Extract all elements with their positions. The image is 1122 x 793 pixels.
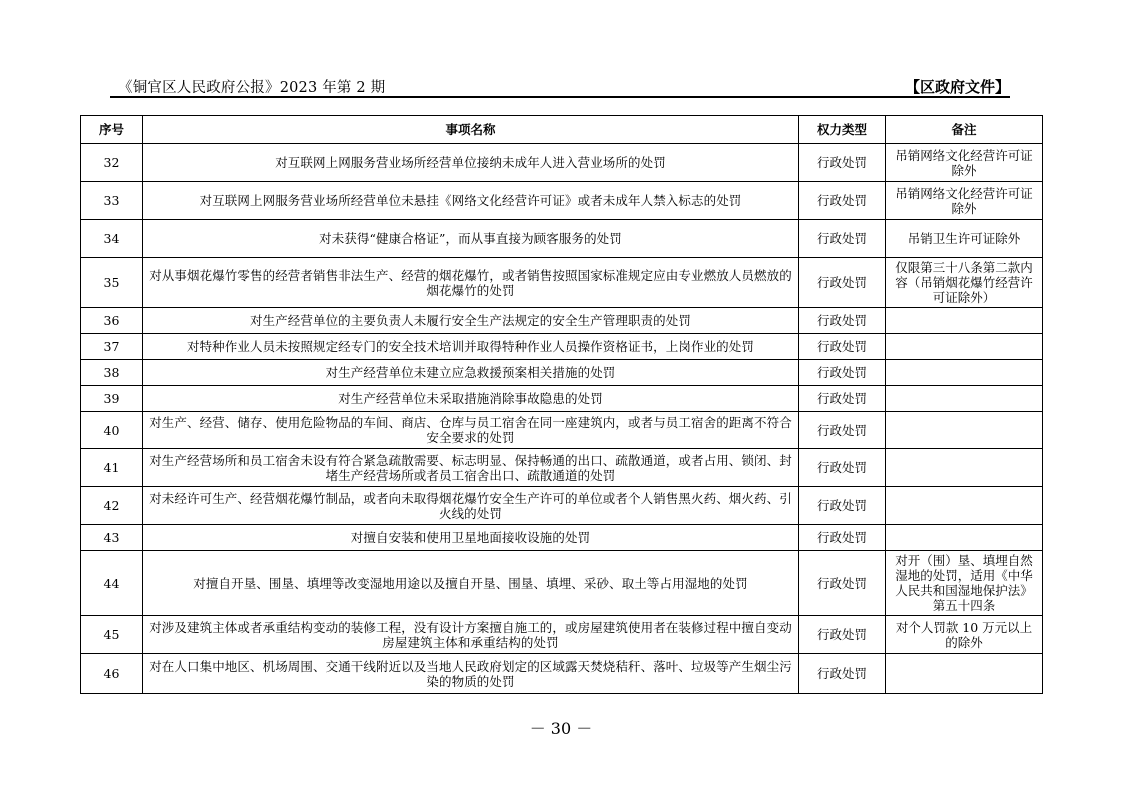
row-power-type: 行政处罚: [799, 487, 886, 525]
document-header: [110, 74, 1010, 98]
table-row: [81, 360, 1043, 386]
table-row: [81, 386, 1043, 412]
row-power-type: 行政处罚: [799, 616, 886, 654]
row-remarks: 仅限第三十八条第二款内容（吊销烟花爆竹经营许可证除外）: [886, 258, 1043, 308]
row-remarks: 吊销卫生许可证除外: [886, 220, 1043, 258]
row-number: 39: [81, 386, 143, 412]
row-remarks: 对个人罚款 10 万元以上的除外: [886, 616, 1043, 654]
column-header-item-name: 事项名称: [143, 116, 799, 144]
row-power-type: 行政处罚: [799, 334, 886, 360]
row-remarks: [886, 487, 1043, 525]
row-item-name: 对擅自开垦、围垦、填埋等改变湿地用途以及擅自开垦、围垦、填埋、采砂、取土等占用湿地的处罚: [143, 551, 799, 616]
table-row: [81, 308, 1043, 334]
row-remarks: [886, 449, 1043, 487]
row-remarks: [886, 386, 1043, 412]
row-item-name: 对在人口集中地区、机场周围、交通干线附近以及当地人民政府划定的区域露天焚烧秸秆、落叶、垃圾等产生烟尘污染的物质的处罚: [143, 654, 799, 694]
row-number: 44: [81, 551, 143, 616]
row-number: 32: [81, 144, 143, 182]
header-section-label: 【区政府文件】: [904, 78, 1010, 96]
table-row: [81, 616, 1043, 654]
row-remarks: 吊销网络文化经营许可证除外: [886, 144, 1043, 182]
table-row: [81, 449, 1043, 487]
row-power-type: 行政处罚: [799, 525, 886, 551]
row-item-name: 对互联网上网服务营业场所经营单位接纳未成年人进入营业场所的处罚: [143, 144, 799, 182]
row-power-type: 行政处罚: [799, 258, 886, 308]
column-header-number: 序号: [81, 116, 143, 144]
row-number: 41: [81, 449, 143, 487]
row-power-type: 行政处罚: [799, 449, 886, 487]
row-item-name: 对从事烟花爆竹零售的经营者销售非法生产、经营的烟花爆竹，或者销售按照国家标准规定应由专业燃放人员燃放的烟花爆竹的处罚: [143, 258, 799, 308]
header-publication-title: 《铜官区人民政府公报》2023 年第 2 期: [118, 80, 386, 96]
table-row: [81, 220, 1043, 258]
row-number: 46: [81, 654, 143, 694]
row-number: 38: [81, 360, 143, 386]
page-number: － 30 －: [529, 719, 593, 738]
row-remarks: [886, 360, 1043, 386]
table-row: [81, 334, 1043, 360]
table-row: [81, 487, 1043, 525]
row-item-name: 对生产经营单位的主要负责人未履行安全生产法规定的安全生产管理职责的处罚: [143, 308, 799, 334]
row-item-name: 对生产、经营、储存、使用危险物品的车间、商店、仓库与员工宿舍在同一座建筑内，或者与员工宿舍的距离不符合安全要求的处罚: [143, 412, 799, 449]
row-item-name: 对生产经营场所和员工宿舍未设有符合紧急疏散需要、标志明显、保持畅通的出口、疏散通道，或者占用、锁闭、封堵生产经营场所或者员工宿舍出口、疏散通道的处罚: [143, 449, 799, 487]
table-header-row: [81, 116, 1043, 144]
row-item-name: 对特种作业人员未按照规定经专门的安全技术培训并取得特种作业人员操作资格证书，上岗作业的处罚: [143, 334, 799, 360]
column-header-power-type: 权力类型: [799, 116, 886, 144]
row-power-type: 行政处罚: [799, 308, 886, 334]
row-remarks: 对开（围）垦、填埋自然湿地的处罚，适用《中华人民共和国湿地保护法》第五十四条: [886, 551, 1043, 616]
row-number: 36: [81, 308, 143, 334]
row-power-type: 行政处罚: [799, 182, 886, 220]
row-item-name: 对生产经营单位未采取措施消除事故隐患的处罚: [143, 386, 799, 412]
row-item-name: 对涉及建筑主体或者承重结构变动的装修工程，没有设计方案擅自施工的，或房屋建筑使用者在装修过程中擅自变动房屋建筑主体和承重结构的处罚: [143, 616, 799, 654]
row-item-name: 对未经许可生产、经营烟花爆竹制品，或者向未取得烟花爆竹安全生产许可的单位或者个人销售黑火药、烟火药、引火线的处罚: [143, 487, 799, 525]
row-remarks: [886, 654, 1043, 694]
row-remarks: [886, 334, 1043, 360]
row-power-type: 行政处罚: [799, 654, 886, 694]
row-number: 37: [81, 334, 143, 360]
row-number: 43: [81, 525, 143, 551]
column-header-remarks: 备注: [886, 116, 1043, 144]
row-remarks: [886, 525, 1043, 551]
row-remarks: 吊销网络文化经营许可证除外: [886, 182, 1043, 220]
row-number: 40: [81, 412, 143, 449]
table-row: [81, 258, 1043, 308]
row-item-name: 对生产经营单位未建立应急救援预案相关措施的处罚: [143, 360, 799, 386]
row-remarks: [886, 412, 1043, 449]
row-number: 45: [81, 616, 143, 654]
row-number: 34: [81, 220, 143, 258]
row-item-name: 对互联网上网服务营业场所经营单位未悬挂《网络文化经营许可证》或者未成年人禁入标志的处罚: [143, 182, 799, 220]
row-power-type: 行政处罚: [799, 220, 886, 258]
row-number: 35: [81, 258, 143, 308]
table-row: [81, 412, 1043, 449]
items-table: [80, 115, 1043, 694]
row-power-type: 行政处罚: [799, 412, 886, 449]
row-power-type: 行政处罚: [799, 386, 886, 412]
row-number: 33: [81, 182, 143, 220]
table-row: [81, 654, 1043, 694]
row-power-type: 行政处罚: [799, 551, 886, 616]
table-row: [81, 182, 1043, 220]
row-power-type: 行政处罚: [799, 360, 886, 386]
row-number: 42: [81, 487, 143, 525]
row-item-name: 对未获得“健康合格证”，而从事直接为顾客服务的处罚: [143, 220, 799, 258]
row-remarks: [886, 308, 1043, 334]
row-item-name: 对擅自安装和使用卫星地面接收设施的处罚: [143, 525, 799, 551]
row-power-type: 行政处罚: [799, 144, 886, 182]
table-row: [81, 525, 1043, 551]
table-row: [81, 144, 1043, 182]
table-row: [81, 551, 1043, 616]
